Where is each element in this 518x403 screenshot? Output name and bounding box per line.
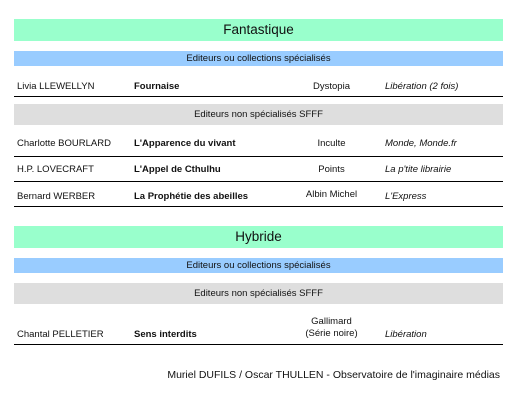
press: L'Express	[385, 191, 427, 202]
publisher: Albin Michel	[305, 189, 358, 200]
specialized-header: Editeurs ou collections spécialisés	[14, 258, 503, 273]
section-title-hybride: Hybride	[14, 226, 503, 248]
press: Monde, Monde.fr	[385, 138, 457, 149]
book-title: L'Apparence du vivant	[134, 138, 236, 149]
publisher: Dystopia	[313, 81, 350, 92]
table-row	[14, 314, 503, 345]
publisher-line: (Série noire)	[305, 328, 358, 339]
publisher: Inculte	[317, 138, 346, 149]
nonspecialized-header: Editeurs non spécialisés SFFF	[14, 104, 503, 125]
section-title-fantastique: Fantastique	[14, 19, 503, 41]
author: Bernard WERBER	[17, 191, 96, 202]
press: Libération (2 fois)	[385, 81, 459, 92]
book-title: L'Appel de Cthulhu	[134, 164, 221, 175]
book-title: Fournaise	[134, 81, 180, 92]
author: Livia LLEWELLYN	[17, 81, 95, 92]
book-title: Sens interdits	[134, 329, 197, 340]
specialized-header: Editeurs ou collections spécialisés	[14, 51, 503, 66]
author: Charlotte BOURLARD	[17, 138, 111, 149]
publisher-line: Gallimard	[311, 316, 352, 327]
press: Libération	[385, 329, 427, 340]
footer-credits: Muriel DUFILS / Oscar THULLEN - Observatoire de l'imaginaire médias	[167, 369, 500, 381]
press: La p'tite librairie	[385, 164, 452, 175]
book-title: La Prophétie des abeilles	[134, 191, 249, 202]
table-row	[14, 132, 503, 157]
table-row	[14, 182, 503, 207]
publisher: Points	[318, 164, 345, 175]
nonspecialized-header: Editeurs non spécialisés SFFF	[14, 283, 503, 304]
author: Chantal PELLETIER	[17, 329, 104, 340]
author: H.P. LOVECRAFT	[17, 164, 94, 175]
table-row	[14, 157, 503, 182]
publisher	[279, 316, 384, 340]
table-row	[14, 76, 503, 97]
